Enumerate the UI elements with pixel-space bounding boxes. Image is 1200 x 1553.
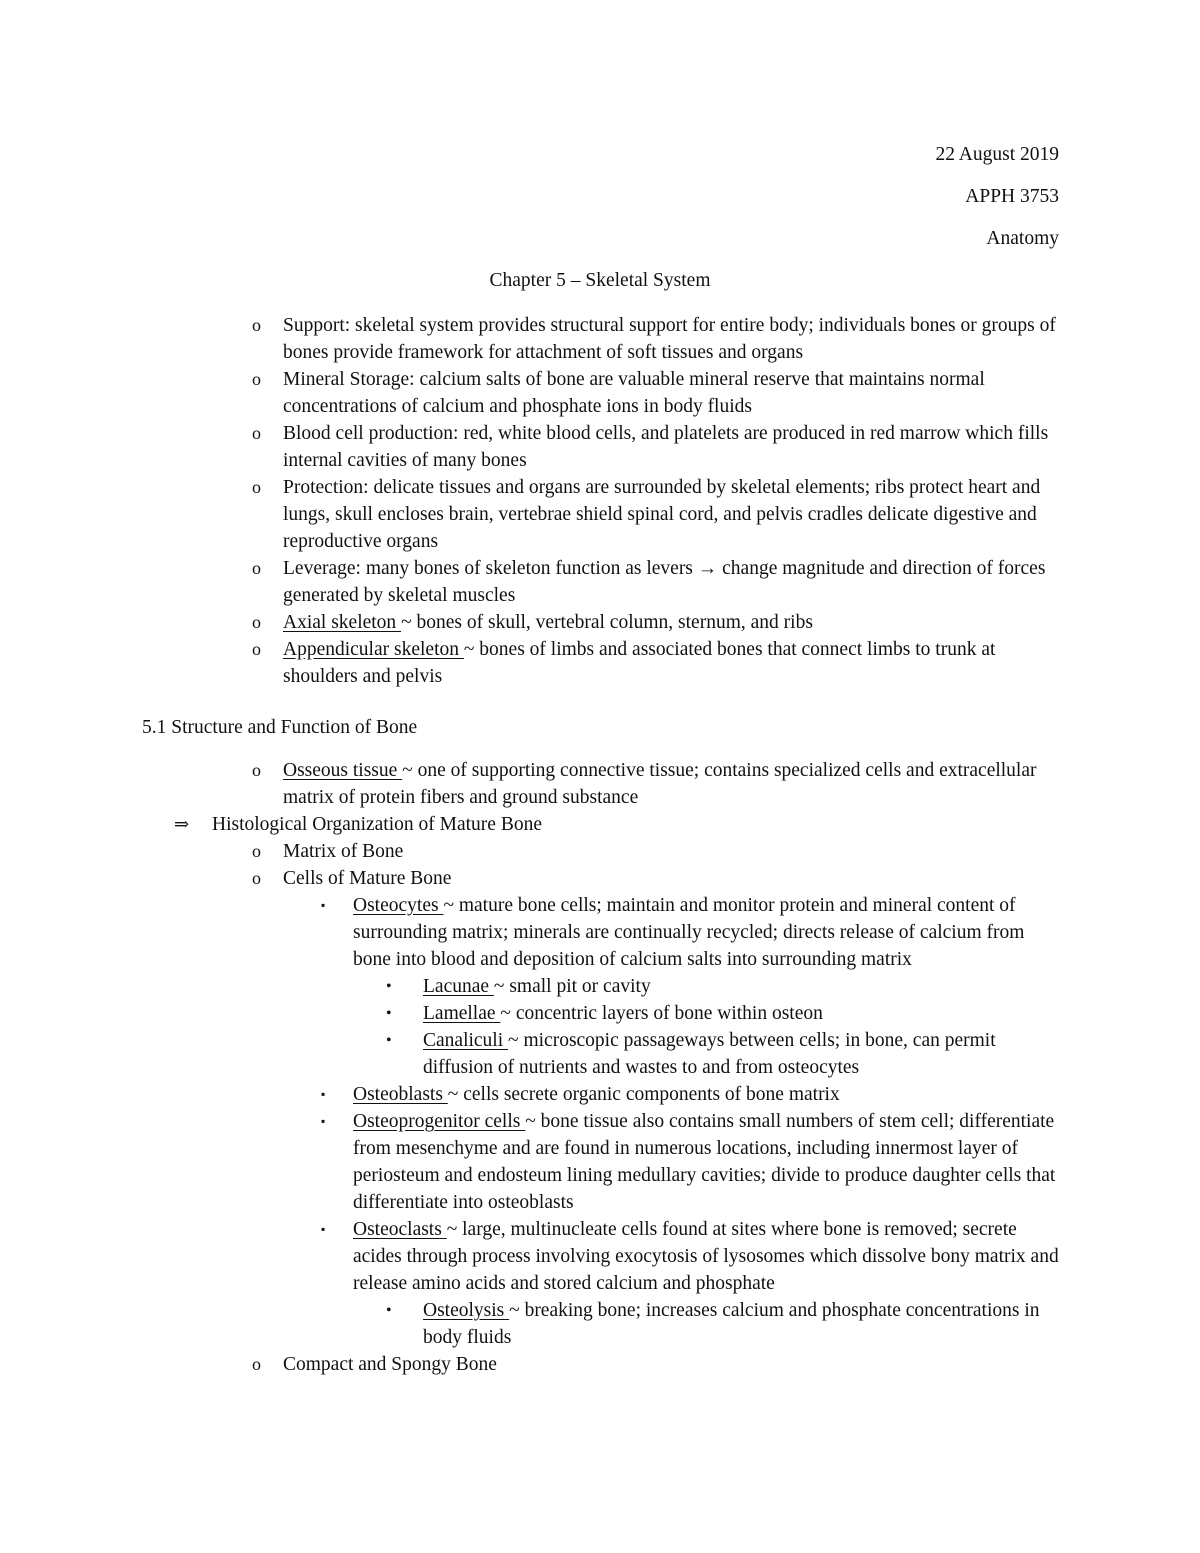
section-heading: 5.1 Structure and Function of Bone bbox=[142, 717, 418, 738]
header-subject: Anatomy bbox=[986, 228, 1059, 249]
list-item: o Leverage: many bones of skeleton function as levers → change magnitude and direction of forces generated by skeletal muscles bbox=[283, 555, 1063, 609]
circle-bullet-icon: o bbox=[252, 477, 261, 497]
circle-bullet-icon: o bbox=[252, 315, 261, 335]
list-item: ⇒ Histological Organization of Mature Bone bbox=[212, 811, 1062, 838]
term: Osteoclasts bbox=[353, 1219, 447, 1240]
list-item: ▪ Osteoblasts ~ cells secrete organic components of bone matrix bbox=[353, 1081, 1063, 1108]
list-item: o Protection: delicate tissues and organs are surrounded by skeletal elements; ribs protect heart and lungs, skull encloses brain, vertebrae shield spinal cord, and pelvis cradles delicate digestive and reproductive organs bbox=[283, 474, 1063, 555]
right-arrow-icon: → bbox=[697, 558, 718, 579]
header-course: APPH 3753 bbox=[965, 186, 1059, 207]
term: Osteolysis bbox=[423, 1300, 510, 1321]
intro-list bbox=[0, 312, 1200, 690]
list-item: • Osteolysis ~ breaking bone; increases calcium and phosphate concentrations in body fluids bbox=[423, 1297, 1063, 1351]
square-bullet-icon: ▪ bbox=[321, 1087, 326, 1101]
section-list bbox=[0, 757, 1200, 1378]
square-bullet-icon: ▪ bbox=[321, 1222, 326, 1236]
header-date: 22 August 2019 bbox=[935, 144, 1059, 165]
list-item: o Cells of Mature Bone bbox=[283, 865, 1063, 892]
term: Osteoblasts bbox=[353, 1084, 448, 1105]
term: Osteocytes bbox=[353, 895, 444, 916]
list-item: o Compact and Spongy Bone bbox=[283, 1351, 1063, 1378]
term: Lacunae bbox=[423, 976, 494, 997]
term: Osseous tissue bbox=[283, 760, 403, 781]
circle-bullet-icon: o bbox=[252, 558, 261, 578]
circle-bullet-icon: o bbox=[252, 423, 261, 443]
dot-bullet-icon: • bbox=[386, 1032, 392, 1049]
double-arrow-icon: ⇒ bbox=[174, 814, 190, 834]
list-item: ▪ Osteoprogenitor cells ~ bone tissue also contains small numbers of stem cell; differentiate from mesenchyme and are found in numerous locations, including innermost layer of periosteum and endosteum lining medullary cavities; divide to produce daughter cells that differentiate into osteoblasts bbox=[353, 1108, 1063, 1216]
list-item: • Canaliculi ~ microscopic passageways between cells; in bone, can permit diffusion of nutrients and wastes to and from osteocytes bbox=[423, 1027, 1063, 1081]
circle-bullet-icon: o bbox=[252, 841, 261, 861]
circle-bullet-icon: o bbox=[252, 1354, 261, 1374]
dot-bullet-icon: • bbox=[386, 978, 392, 995]
list-item: o Matrix of Bone bbox=[283, 838, 1063, 865]
list-item: ▪ Osteocytes ~ mature bone cells; maintain and monitor protein and mineral content of surrounding matrix; minerals are continually recycled; directs release of calcium from bone into blood and deposition of calcium salts into surrounding matrix bbox=[353, 892, 1063, 973]
list-item: o Blood cell production: red, white blood cells, and platelets are produced in red marrow which fills internal cavities of many bones bbox=[283, 420, 1063, 474]
circle-bullet-icon: o bbox=[252, 612, 261, 632]
chapter-title: Chapter 5 – Skeletal System bbox=[489, 270, 711, 291]
square-bullet-icon: ▪ bbox=[321, 1114, 326, 1128]
term: Axial skeleton bbox=[283, 612, 402, 633]
list-item: • Lacunae ~ small pit or cavity bbox=[423, 973, 1063, 1000]
term: Osteoprogenitor cells bbox=[353, 1111, 526, 1132]
list-item: o Osseous tissue ~ one of supporting connective tissue; contains specialized cells and extracellular matrix of protein fibers and ground substance bbox=[283, 757, 1063, 811]
term: Appendicular skeleton bbox=[283, 639, 464, 660]
square-bullet-icon: ▪ bbox=[321, 898, 326, 912]
circle-bullet-icon: o bbox=[252, 639, 261, 659]
list-item: o Support: skeletal system provides structural support for entire body; individuals bones or groups of bones provide framework for attachment of soft tissues and organs bbox=[283, 312, 1063, 366]
list-item: o Axial skeleton ~ bones of skull, vertebral column, sternum, and ribs bbox=[283, 609, 1063, 636]
term: Canaliculi bbox=[423, 1030, 509, 1051]
list-item: o Appendicular skeleton ~ bones of limbs and associated bones that connect limbs to trunk at shoulders and pelvis bbox=[283, 636, 1063, 690]
term: Lamellae bbox=[423, 1003, 501, 1024]
list-item: o Mineral Storage: calcium salts of bone are valuable mineral reserve that maintains normal concentrations of calcium and phosphate ions in body fluids bbox=[283, 366, 1063, 420]
circle-bullet-icon: o bbox=[252, 760, 261, 780]
circle-bullet-icon: o bbox=[252, 868, 261, 888]
dot-bullet-icon: • bbox=[386, 1005, 392, 1022]
circle-bullet-icon: o bbox=[252, 369, 261, 389]
list-item: ▪ Osteoclasts ~ large, multinucleate cells found at sites where bone is removed; secrete acides through process involving exocytosis of lysosomes which dissolve bony matrix and release amino acids and stored calcium and phosphate bbox=[353, 1216, 1063, 1297]
dot-bullet-icon: • bbox=[386, 1302, 392, 1319]
list-item: • Lamellae ~ concentric layers of bone within osteon bbox=[423, 1000, 1063, 1027]
